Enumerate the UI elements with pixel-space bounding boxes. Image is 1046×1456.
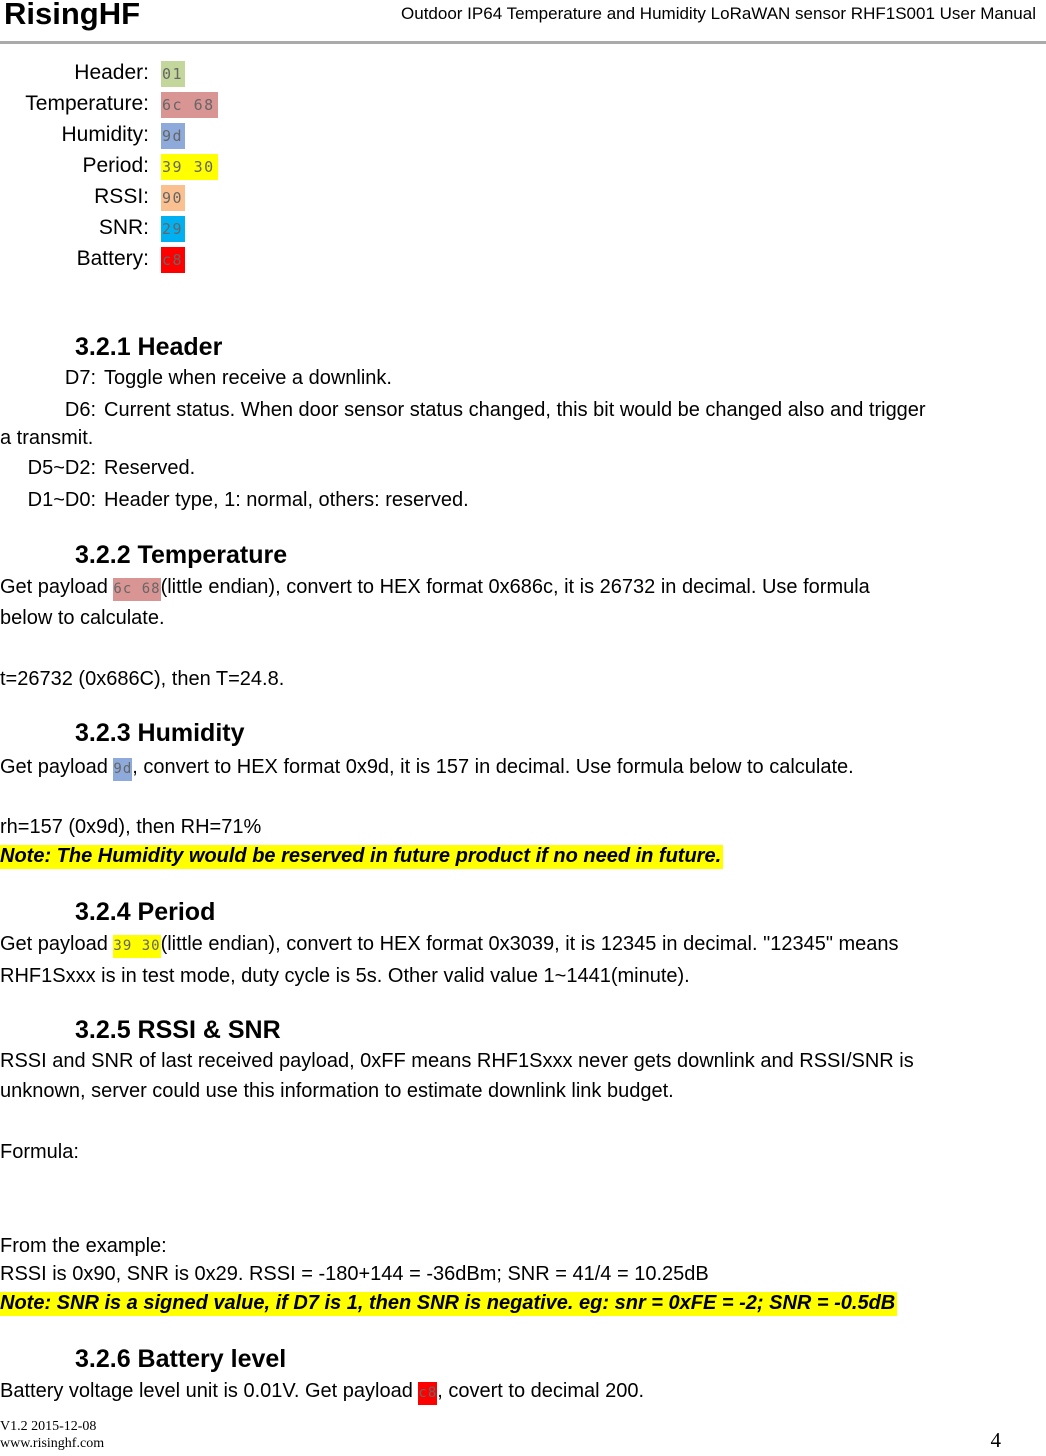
temperature-example: t=26732 (0x686C), then T=24.8. xyxy=(0,668,285,690)
rssi-snr-paragraph-line1: RSSI and SNR of last received payload, 0xFF means RHF1Sxxx never gets downlink and RSSI/SNR is xyxy=(0,1050,914,1072)
field-label-humidity: Humidity: xyxy=(61,123,149,146)
bit-label-d7: D7: xyxy=(64,367,96,389)
period-paragraph-line2: RHF1Sxxx is in test mode, duty cycle is 5s. Other valid value 1~1441(minute). xyxy=(0,965,690,987)
formula-label: Formula: xyxy=(0,1141,79,1163)
bit-text-d1-d0: Header type, 1: normal, others: reserved. xyxy=(104,489,469,511)
example-intro: From the example: xyxy=(0,1235,167,1257)
field-label-rssi: RSSI: xyxy=(94,185,149,208)
period-text-suffix: (little endian), convert to HEX format 0x3039, it is 12345 in decimal. "12345" means xyxy=(160,933,899,955)
section-heading-battery: 3.2.6 Battery level xyxy=(75,1345,287,1373)
humidity-paragraph-line1 xyxy=(0,756,854,779)
humidity-example: rh=157 (0x9d), then RH=71% xyxy=(0,816,262,838)
section-heading-humidity: 3.2.3 Humidity xyxy=(75,719,245,747)
snr-note: Note: SNR is a signed value, if D7 is 1, then SNR is negative. eg: snr = 0xFE = -2; SNR = -0.5dB xyxy=(0,1292,896,1314)
field-label-header: Header: xyxy=(74,61,149,84)
rssi-snr-example: RSSI is 0x90, SNR is 0x29. RSSI = -180+144 = -36dBm; SNR = 41/4 = 10.25dB xyxy=(0,1263,709,1285)
battery-text-prefix: Battery voltage level unit is 0.01V. Get payload xyxy=(0,1380,419,1402)
battery-paragraph xyxy=(0,1380,644,1403)
bit-label-d5-d2: D5~D2: xyxy=(27,457,96,479)
field-hex-humidity: 9d xyxy=(161,123,185,149)
field-hex-header: 01 xyxy=(161,61,185,87)
period-inline-hex: 39 30 xyxy=(113,935,160,958)
bit-label-d6: D6: xyxy=(64,399,96,421)
header-rule xyxy=(0,41,1046,44)
temperature-paragraph-line1 xyxy=(0,576,870,599)
field-hex-temperature: 6c 68 xyxy=(161,92,218,118)
bit-text-d6: Current status. When door sensor status changed, this bit would be changed also and trigger xyxy=(104,399,926,421)
period-paragraph-line1 xyxy=(0,933,899,956)
period-text-prefix: Get payload xyxy=(0,933,114,955)
brand-logo: RisingHF xyxy=(4,0,141,31)
bit-label-d1-d0: D1~D0: xyxy=(27,489,96,511)
field-label-snr: SNR: xyxy=(98,216,149,239)
bit-text-d5-d2: Reserved. xyxy=(104,457,196,479)
humidity-inline-hex: 9d xyxy=(113,758,132,781)
field-label-period: Period: xyxy=(82,154,149,177)
bit-text-d6-continued: a transmit. xyxy=(0,427,94,449)
field-label-temperature: Temperature: xyxy=(25,92,149,115)
temperature-paragraph-line2: below to calculate. xyxy=(0,607,165,629)
battery-text-suffix: , covert to decimal 200. xyxy=(437,1380,645,1402)
document-title: Outdoor IP64 Temperature and Humidity LoRaWAN sensor RHF1S001 User Manual xyxy=(401,4,1036,23)
rssi-snr-paragraph-line2: unknown, server could use this information to estimate downlink link budget. xyxy=(0,1080,674,1102)
section-heading-period: 3.2.4 Period xyxy=(75,898,216,926)
battery-inline-hex: c8 xyxy=(418,1382,437,1405)
section-heading-header: 3.2.1 Header xyxy=(75,333,223,361)
temperature-text-suffix: (little endian), convert to HEX format 0x686c, it is 26732 in decimal. Use formula xyxy=(160,576,870,598)
field-hex-period: 39 30 xyxy=(161,154,218,180)
field-hex-snr: 29 xyxy=(161,216,185,242)
humidity-text-prefix: Get payload xyxy=(0,756,114,778)
field-label-battery: Battery: xyxy=(76,247,149,270)
temperature-text-prefix: Get payload xyxy=(0,576,114,598)
section-heading-temperature: 3.2.2 Temperature xyxy=(75,541,288,569)
field-hex-rssi: 90 xyxy=(161,185,185,211)
section-heading-rssi-snr: 3.2.5 RSSI & SNR xyxy=(75,1016,281,1044)
footer-website: www.risinghf.com xyxy=(0,1436,105,1451)
footer-version: V1.2 2015-12-08 xyxy=(0,1419,97,1434)
humidity-note: Note: The Humidity would be reserved in future product if no need in future. xyxy=(0,845,722,867)
page-number: 4 xyxy=(990,1428,1001,1452)
field-hex-battery: c8 xyxy=(161,247,185,273)
temperature-inline-hex: 6c 68 xyxy=(113,578,160,601)
humidity-text-suffix: , convert to HEX format 0x9d, it is 157 in decimal. Use formula below to calculate. xyxy=(132,756,854,778)
bit-text-d7: Toggle when receive a downlink. xyxy=(104,367,392,389)
